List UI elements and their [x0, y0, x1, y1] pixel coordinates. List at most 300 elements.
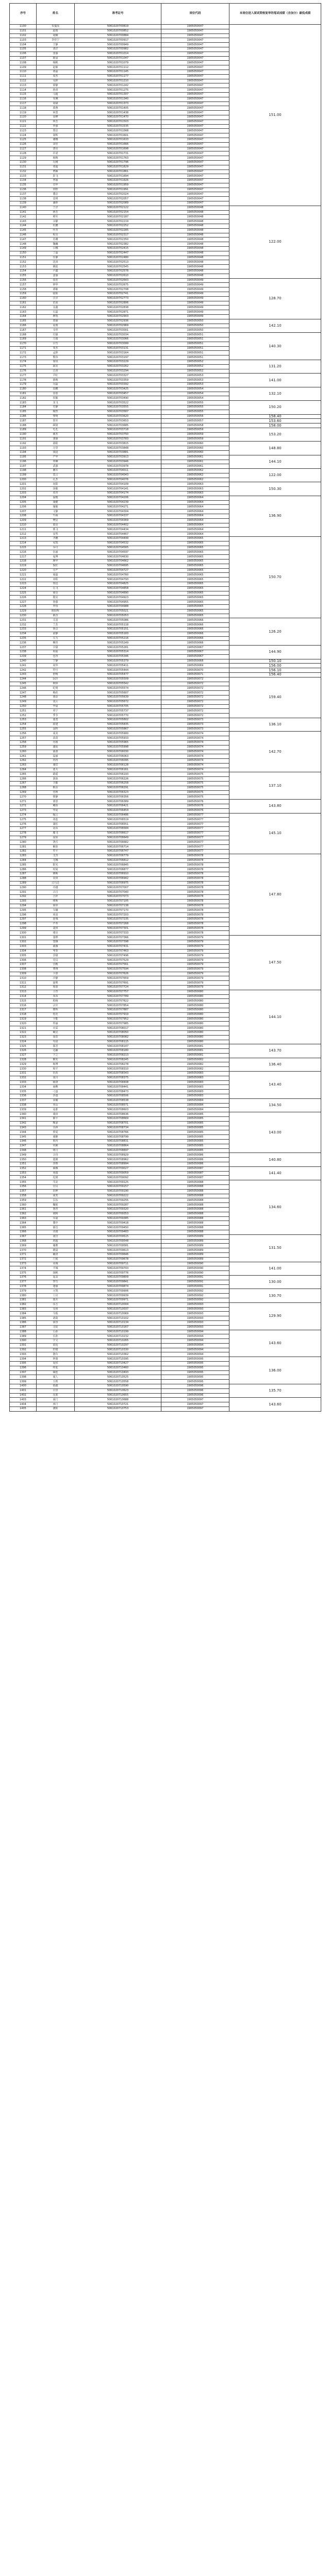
- candidate-name: 艾青: [37, 854, 75, 858]
- position-code: 1905050047: [161, 56, 229, 61]
- exam-number: 5061020710232: [75, 1334, 161, 1339]
- exam-number: 5061020707757: [75, 990, 161, 994]
- position-code: 1905050088: [161, 1180, 229, 1185]
- exam-number: 5061020704630: [75, 555, 161, 560]
- row-index: 1278: [10, 831, 37, 836]
- candidate-name: 师傅: [37, 1062, 75, 1067]
- position-code: 1905050079: [161, 944, 229, 949]
- row-index: 1210: [10, 523, 37, 528]
- exam-number: 5061020706942: [75, 876, 161, 881]
- candidate-name: 庞博: [37, 555, 75, 560]
- candidate-name: 东郭: [37, 1393, 75, 1398]
- row-index: 1370: [10, 1248, 37, 1253]
- candidate-name: 钱进: [37, 450, 75, 455]
- position-code: 1905050049: [161, 296, 229, 301]
- position-code: 1905050054: [161, 392, 229, 396]
- exam-number: 5061020705444: [75, 668, 161, 673]
- candidate-name: 应采: [37, 1026, 75, 1031]
- row-index: 1394: [10, 1357, 37, 1362]
- candidate-name: 郝杰: [37, 432, 75, 437]
- exam-number: 5061020706161: [75, 768, 161, 772]
- exam-number: 5061020709874: [75, 1284, 161, 1289]
- table-body: [10, 25, 321, 1412]
- position-code: 1905050047: [161, 52, 229, 56]
- position-code: 1905050080: [161, 1035, 229, 1040]
- exam-number: 5061020703555: [75, 405, 161, 410]
- row-index: 1270: [10, 795, 37, 800]
- row-index: 1168: [10, 333, 37, 337]
- exam-number: 5061020703294: [75, 369, 161, 374]
- row-index: 1353: [10, 1171, 37, 1176]
- row-index: 1275: [10, 818, 37, 822]
- exam-number: 5061020710395: [75, 1357, 161, 1362]
- candidate-name: 赫连: [37, 1370, 75, 1375]
- position-code: 1905050097: [161, 1402, 229, 1407]
- candidate-name: 叶青: [37, 228, 75, 233]
- position-code: 1905050094: [161, 1339, 229, 1344]
- position-code: 1905050048: [161, 224, 229, 229]
- exam-number: 5061020705216: [75, 636, 161, 641]
- exam-number: 5061020705705: [75, 704, 161, 709]
- exam-number: 5061020709581: [75, 1244, 161, 1248]
- table-row: [10, 387, 321, 392]
- row-index: 1152: [10, 260, 37, 265]
- position-code: 1905050079: [161, 958, 229, 963]
- position-code: 1905050094: [161, 1334, 229, 1339]
- row-index: 1124: [10, 133, 37, 138]
- candidate-name: 司马迁: [37, 881, 75, 886]
- candidate-name: 邹杰: [37, 346, 75, 351]
- exam-number: 5061020704565: [75, 546, 161, 550]
- position-code: 1905050088: [161, 1185, 229, 1190]
- candidate-name: 荆轲: [37, 1212, 75, 1216]
- position-code: 1905050065: [161, 568, 229, 573]
- candidate-name: 仇英: [37, 1072, 75, 1076]
- exam-number: 5061020704239: [75, 500, 161, 505]
- exam-number: 5061020709548: [75, 1239, 161, 1244]
- candidate-name: 黄磊: [37, 70, 75, 74]
- candidate-name: 史静: [37, 405, 75, 410]
- row-index: 1290: [10, 886, 37, 890]
- min-score: 158.00: [229, 423, 321, 428]
- exam-number: 5061020705053: [75, 614, 161, 618]
- row-index: 1226: [10, 596, 37, 600]
- table-row: [10, 496, 321, 500]
- row-index: 1362: [10, 1212, 37, 1216]
- position-code: 1905050047: [161, 120, 229, 124]
- exam-number: 5061020709809: [75, 1275, 161, 1280]
- row-index: 1327: [10, 1053, 37, 1058]
- candidate-name: 梅花: [37, 691, 75, 696]
- exam-number: 5061020701340: [75, 97, 161, 101]
- candidate-name: 关羽: [37, 618, 75, 623]
- position-code: 1905050048: [161, 228, 229, 233]
- position-code: 1905050065: [161, 546, 229, 550]
- row-index: 1115: [10, 92, 37, 97]
- row-index: 1393: [10, 1352, 37, 1357]
- row-index: 1113: [10, 83, 37, 88]
- position-code: 1905050089: [161, 1252, 229, 1257]
- row-index: 1378: [10, 1284, 37, 1289]
- row-index: 1262: [10, 759, 37, 764]
- exam-number: 5061020709776: [75, 1271, 161, 1276]
- position-code: 1905050074: [161, 745, 229, 750]
- candidate-name: 鞠躬: [37, 1203, 75, 1208]
- exam-number: 5061020702350: [75, 238, 161, 242]
- row-index: 1274: [10, 813, 37, 818]
- exam-number: 5061020707333: [75, 931, 161, 936]
- row-index: 1317: [10, 1008, 37, 1012]
- row-index: 1163: [10, 310, 37, 315]
- candidate-name: 罗强: [37, 124, 75, 129]
- position-code: 1905050094: [161, 1330, 229, 1334]
- exam-number: 5061020703392: [75, 382, 161, 387]
- row-index: 1117: [10, 101, 37, 106]
- table-row: [10, 672, 321, 677]
- row-index: 1240: [10, 659, 37, 664]
- position-code: 1905050072: [161, 682, 229, 686]
- min-score: 147.80: [229, 854, 321, 935]
- candidate-name: 南宫: [37, 1234, 75, 1239]
- candidate-name: 张丽: [37, 52, 75, 56]
- exam-number: 5061020706877: [75, 868, 161, 872]
- row-index: 1369: [10, 1244, 37, 1248]
- row-index: 1129: [10, 156, 37, 161]
- min-score: 150.70: [229, 537, 321, 618]
- candidate-name: 莫言: [37, 473, 75, 478]
- row-index: 1388: [10, 1330, 37, 1334]
- exam-number: 5061020705249: [75, 641, 161, 646]
- exam-number: 5061020703946: [75, 460, 161, 464]
- candidate-name: 刘洋: [37, 47, 75, 52]
- row-index: 1216: [10, 550, 37, 555]
- candidate-name: 路遥: [37, 772, 75, 777]
- candidate-name: 谷雨: [37, 740, 75, 745]
- exam-number: 5061020705574: [75, 686, 161, 691]
- row-index: 1190: [10, 432, 37, 437]
- exam-number: 5061020701698: [75, 147, 161, 151]
- exam-number: 5061020710427: [75, 1362, 161, 1366]
- row-index: 1247: [10, 691, 37, 696]
- exam-number: 5061020703815: [75, 442, 161, 446]
- candidate-name: 乔丹: [37, 546, 75, 550]
- exam-number: 5061020703229: [75, 360, 161, 364]
- position-code: 1905050080: [161, 1026, 229, 1031]
- row-index: 1307: [10, 962, 37, 967]
- candidate-name: 项羽: [37, 913, 75, 918]
- row-index: 1403: [10, 1398, 37, 1402]
- exam-number: 5061020707691: [75, 981, 161, 986]
- position-code: 1905050095: [161, 1370, 229, 1375]
- exam-number: 5061020707268: [75, 922, 161, 926]
- exam-number: 5061020709711: [75, 1262, 161, 1266]
- row-index: 1292: [10, 895, 37, 900]
- exam-number: 5061020710134: [75, 1320, 161, 1325]
- min-score: 156.10: [229, 668, 321, 673]
- position-code: 1905050079: [161, 985, 229, 990]
- candidate-name: 胡斌: [37, 101, 75, 106]
- candidate-name: 吕娜: [37, 247, 75, 251]
- exam-number: 5061020705151: [75, 627, 161, 632]
- position-code: 1905050092: [161, 1289, 229, 1294]
- candidate-name: 吉祥: [37, 895, 75, 900]
- position-code: 1905050084: [161, 1108, 229, 1112]
- candidate-name: 祁连: [37, 818, 75, 822]
- candidate-name: 商鞅: [37, 1085, 75, 1090]
- position-code: 1905050049: [161, 315, 229, 319]
- exam-number: 5061020708669: [75, 1117, 161, 1122]
- candidate-name: 訾雪: [37, 1280, 75, 1284]
- row-index: 1324: [10, 1040, 37, 1044]
- row-index: 1161: [10, 301, 37, 306]
- candidate-name: 安然: [37, 532, 75, 537]
- exam-number: 5061020704174: [75, 492, 161, 496]
- position-code: 1905050047: [161, 133, 229, 138]
- exam-number: 5061020701145: [75, 70, 161, 74]
- exam-number: 5061020707007: [75, 886, 161, 890]
- row-index: 1208: [10, 514, 37, 519]
- position-code: 1905050051: [161, 346, 229, 351]
- row-index: 1242: [10, 668, 37, 673]
- exam-number: 5061020703099: [75, 342, 161, 346]
- table-row: [10, 800, 321, 804]
- row-index: 1188: [10, 423, 37, 428]
- position-code: 1905050078: [161, 904, 229, 908]
- exam-number: 5061020703783: [75, 437, 161, 442]
- candidate-name: 公孙: [37, 1330, 75, 1334]
- exam-number: 5061020706845: [75, 863, 161, 868]
- candidate-name: 万俟: [37, 1380, 75, 1384]
- position-code: 1905050076: [161, 804, 229, 809]
- row-index: 1252: [10, 714, 37, 718]
- min-score: 150.20: [229, 401, 321, 414]
- table-row: [10, 1398, 321, 1402]
- candidate-name: 巩俐: [37, 1144, 75, 1148]
- candidate-name: 段鹏: [37, 387, 75, 392]
- min-score: 159.40: [229, 677, 321, 718]
- row-index: 1321: [10, 1026, 37, 1031]
- min-score: 136.40: [229, 1058, 321, 1071]
- row-index: 1156: [10, 278, 37, 283]
- row-index: 1132: [10, 170, 37, 174]
- exam-number: 5061020703522: [75, 401, 161, 405]
- exam-number: 5061020710688: [75, 1398, 161, 1402]
- exam-number: 5061020701633: [75, 138, 161, 142]
- exam-number: 5061020710558: [75, 1380, 161, 1384]
- row-index: 1303: [10, 944, 37, 949]
- min-score: 141.00: [229, 374, 321, 387]
- exam-number: 5061020703034: [75, 333, 161, 337]
- exam-number: 5061020707854: [75, 1004, 161, 1008]
- position-code: 1905050088: [161, 1198, 229, 1203]
- position-code: 1905050091: [161, 1275, 229, 1280]
- exam-number: 5061020701210: [75, 79, 161, 83]
- exam-number: 5061020703457: [75, 392, 161, 396]
- exam-number: 5061020702513: [75, 260, 161, 265]
- exam-number: 5061020706226: [75, 777, 161, 782]
- row-index: 1197: [10, 464, 37, 469]
- table-row: [10, 1289, 321, 1294]
- exam-number: 5061020702903: [75, 315, 161, 319]
- exam-number: 5061020707626: [75, 972, 161, 976]
- exam-number: 5061020704760: [75, 573, 161, 578]
- exam-number: 5061020703131: [75, 346, 161, 351]
- candidate-name: 褚亮: [37, 931, 75, 936]
- candidate-name: 朱蔓瑶: [37, 25, 75, 29]
- table-row: [10, 360, 321, 364]
- candidate-name: 隋唐: [37, 1080, 75, 1085]
- exam-number: 5061020701047: [75, 56, 161, 61]
- candidate-name: 夏雨: [37, 324, 75, 328]
- exam-number: 5061020706812: [75, 858, 161, 863]
- row-index: 1157: [10, 283, 37, 287]
- position-code: 1905050068: [161, 659, 229, 664]
- candidate-name: 桑田: [37, 1112, 75, 1117]
- position-code: 1905050047: [161, 124, 229, 129]
- exam-number: 5061020706551: [75, 822, 161, 827]
- exam-number: 5061020708994: [75, 1162, 161, 1167]
- candidate-name: 迟到: [37, 1176, 75, 1180]
- exam-number: 5061020703262: [75, 364, 161, 369]
- candidate-name: 詹强: [37, 600, 75, 605]
- exam-number: 5061020709646: [75, 1252, 161, 1257]
- position-code: 1905050097: [161, 1407, 229, 1412]
- candidate-name: 焦点: [37, 627, 75, 632]
- candidate-name: 查理: [37, 1162, 75, 1167]
- exam-number: 5061020702708: [75, 287, 161, 292]
- candidate-name: 田野: [37, 188, 75, 192]
- position-code: 1905050049: [161, 287, 229, 292]
- position-code: 1905050078: [161, 917, 229, 922]
- exam-number: 5061020704337: [75, 514, 161, 519]
- min-score: 141.40: [229, 1166, 321, 1180]
- position-code: 1905050051: [161, 351, 229, 355]
- candidate-name: 上官: [37, 1294, 75, 1298]
- candidate-name: 谈笑: [37, 1194, 75, 1198]
- exam-number: 5061020703653: [75, 419, 161, 423]
- position-code: 1905050088: [161, 1216, 229, 1221]
- min-score: 136.10: [229, 718, 321, 731]
- position-code: 1905050078: [161, 876, 229, 881]
- exam-number: 5061020707138: [75, 904, 161, 908]
- min-score: 143.00: [229, 1112, 321, 1153]
- row-index: 1241: [10, 664, 37, 668]
- candidate-name: 成龙: [37, 732, 75, 736]
- exam-number: 5061020708082: [75, 1035, 161, 1040]
- position-code: 1905050048: [161, 274, 229, 278]
- exam-number: 5061020709483: [75, 1230, 161, 1234]
- exam-number: 5061020705998: [75, 745, 161, 750]
- position-code: 1905050075: [161, 790, 229, 795]
- row-index: 1300: [10, 931, 37, 936]
- row-index: 1178: [10, 378, 37, 383]
- position-code: 1905050047: [161, 111, 229, 115]
- candidate-name: 汪洋: [37, 296, 75, 301]
- position-code: 1905050088: [161, 1221, 229, 1226]
- row-index: 1198: [10, 469, 37, 473]
- exam-number: 5061020710493: [75, 1370, 161, 1375]
- exam-number: 5061020705118: [75, 623, 161, 628]
- position-code: 1905050084: [161, 1103, 229, 1108]
- row-index: 1120: [10, 115, 37, 120]
- exam-number: 5061020704695: [75, 564, 161, 568]
- row-index: 1239: [10, 654, 37, 659]
- position-code: 1905050047: [161, 74, 229, 79]
- candidate-name: 丛林: [37, 1126, 75, 1130]
- candidate-name: 翁丽: [37, 754, 75, 759]
- position-code: 1905050047: [161, 192, 229, 197]
- min-score: 145.10: [229, 813, 321, 854]
- position-code: 1905050069: [161, 664, 229, 668]
- row-index: 1123: [10, 129, 37, 133]
- exam-number: 5061020706063: [75, 754, 161, 759]
- candidate-name: 逄丽: [37, 1284, 75, 1289]
- table-row: [10, 772, 321, 777]
- exam-number: 5061020707073: [75, 895, 161, 900]
- exam-number: 5061020707463: [75, 949, 161, 954]
- row-index: 1380: [10, 1294, 37, 1298]
- table-row: [10, 419, 321, 423]
- position-code: 1905050075: [161, 786, 229, 790]
- candidate-name: 曾丽: [37, 179, 75, 183]
- position-code: 1905050086: [161, 1158, 229, 1162]
- candidate-name: 王静: [37, 43, 75, 47]
- candidate-name: 裴勇: [37, 718, 75, 722]
- candidate-name: 官员: [37, 1185, 75, 1190]
- row-index: 1288: [10, 876, 37, 881]
- candidate-name: 孙涛: [37, 88, 75, 93]
- position-code: 1905050079: [161, 949, 229, 954]
- candidate-name: 唐亮: [37, 147, 75, 151]
- candidate-name: 华夏: [37, 808, 75, 813]
- position-code: 1905050086: [161, 1162, 229, 1167]
- exam-number: 5061020704369: [75, 518, 161, 523]
- min-score: 137.10: [229, 772, 321, 800]
- candidate-name: 闻人: [37, 1375, 75, 1380]
- row-index: 1264: [10, 768, 37, 772]
- position-code: 1905050047: [161, 25, 229, 29]
- exam-number: 5061020701405: [75, 106, 161, 111]
- row-index: 1261: [10, 754, 37, 759]
- table-row: [10, 319, 321, 324]
- exam-number: 5061020708017: [75, 1026, 161, 1031]
- candidate-name: 卫青: [37, 990, 75, 994]
- min-score: 143.40: [229, 1072, 321, 1099]
- position-code: 1905050047: [161, 65, 229, 70]
- exam-number: 5061020710265: [75, 1339, 161, 1344]
- table-row: [10, 1153, 321, 1158]
- position-code: 1905050051: [161, 337, 229, 342]
- position-code: 1905050047: [161, 101, 229, 106]
- row-index: 1286: [10, 868, 37, 872]
- exam-number: 5061020701373: [75, 101, 161, 106]
- row-index: 1399: [10, 1380, 37, 1384]
- candidate-name: 芦苇: [37, 922, 75, 926]
- row-index: 1373: [10, 1262, 37, 1266]
- position-code: 1905050065: [161, 541, 229, 546]
- row-index: 1105: [10, 47, 37, 52]
- position-code: 1905050085: [161, 1121, 229, 1126]
- candidate-name: 武强: [37, 464, 75, 469]
- exam-number: 5061020708213: [75, 1053, 161, 1058]
- candidate-name: 濮阳: [37, 1407, 75, 1412]
- position-code: 1905050087: [161, 1171, 229, 1176]
- exam-number: 5061020709287: [75, 1203, 161, 1208]
- candidate-name: 农田: [37, 876, 75, 881]
- row-index: 1194: [10, 450, 37, 455]
- row-index: 1310: [10, 976, 37, 981]
- position-code: 1905050079: [161, 981, 229, 986]
